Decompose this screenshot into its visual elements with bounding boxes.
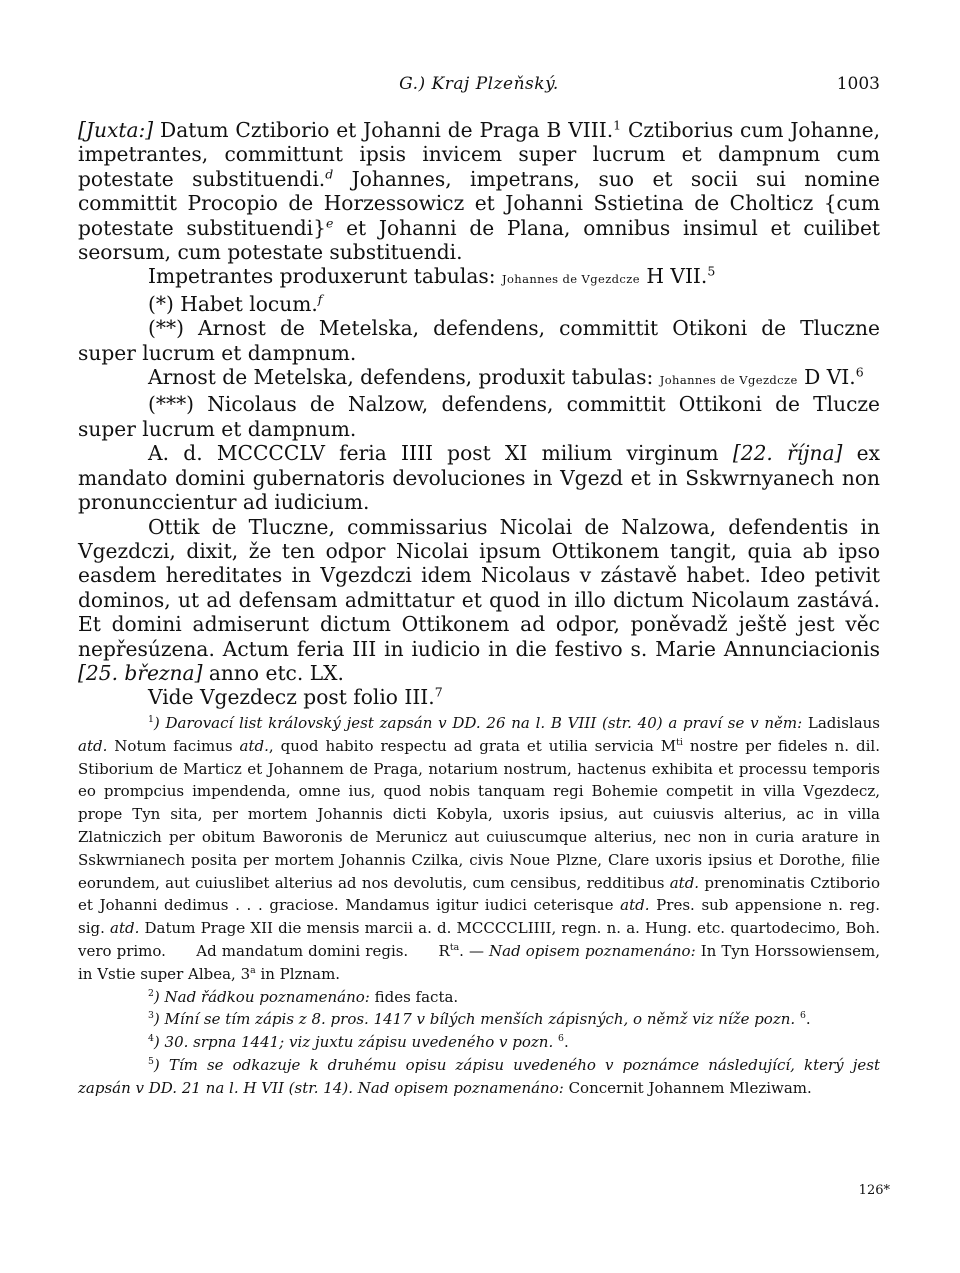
text-span: ) 30. srpna 1441; viz juxtu zápisu uvedeného v pozn. (153, 1033, 559, 1052)
footnote-4 (78, 1031, 880, 1054)
printer-signature: 126* (858, 1183, 890, 1198)
text-span: A. d. MCCCCLV feria IIII post XI milium virginum (148, 441, 733, 466)
text-span: Arnost de Metelska, defendens, produxit tabulas: (148, 365, 660, 390)
text-span: Vide Vgezdecz post folio III. (148, 685, 435, 710)
text-span: . (805, 1010, 811, 1029)
paragraph-arnost-committit (78, 316, 880, 365)
paragraph-ottik (78, 515, 880, 686)
text-span: ) Míní se tím zápis z 8. pros. 1417 v bílých menších zápisných, o němž viz níže pozn. (153, 1010, 800, 1029)
text-span: . — (459, 941, 490, 960)
text-span: atd. (78, 736, 108, 755)
text-span: Datum Prage XII die mensis marcii a. d. MCCCCLIIII, regn. n. a. Hung. etc. quartodecimo, Boh. vero primo. Ad mandatum domini regis. R (78, 919, 885, 960)
running-title: G.) Kraj Plzeňský. (399, 74, 559, 94)
text-span: nostre per fideles n. dil. Stiborium de Marticz et Johannem de Praga, notarium nostrum, hactenus exhibita et processu temporis eo prompcius impendenda, omne ius, quod nobis tanquam regi Bohemie competit in villa Vgezdecz, prope Tyn sita, per mortem Johannis dicti Kobyla, uxoris ipsius, aut cuiusvis alterius, ac in villa Zlatniczich per obitum Baworonis de Merunicz aut cuiuscumque alterius, nec non in curia arature in Sskwrnianech posita per mortem Johannis Czilka, civis Noue Plzne, Clare uxoris ipsius et Dorothe, filie eorundem, aut cuiuslibet alterius ad nos devolutis, cum censibus, redditibus (78, 736, 880, 892)
footnote-5 (78, 1054, 880, 1100)
footnote-number: 1 (148, 714, 154, 725)
text-span: Ottik de Tluczne, commissarius Nicolai de Nalzowa, defendentis in Vgezdczi, dixit, že ten odpor Nicolai ipsum Ottikonem tangit, quia ab ipso easdem hereditates in Vgezdczi idem Nicolaus v zástavě habet. Ideo petivit dominos, ut ad defensam admittatur et quod in illo dictum Nicolaum zastává. Et domini admiserunt dictum Ottikonem ad odpor, poněvadž ještě jest věc nepřesúzena. Actum feria III in iudicio in die festivo s. Marie Annunciacionis (78, 514, 880, 661)
text-span: fides facta. (369, 987, 459, 1006)
text-span: atd. (110, 919, 140, 938)
editor-date: [25. března] (78, 660, 203, 685)
footnote-ref: e (325, 214, 334, 230)
paragraph-mccccclv (78, 441, 880, 514)
paragraph-nicolaus (78, 392, 880, 441)
paragraph-arnost-produxit (78, 365, 880, 392)
text-span: Impetrantes produxerunt tabulas: (148, 264, 502, 289)
footnote-number: 5 (148, 1055, 154, 1067)
footnotes (78, 712, 885, 1100)
text-span: ) Nad řádkou poznamenáno: (153, 987, 370, 1006)
footnote-ref: 5 (707, 263, 716, 279)
text-span: (***) Nicolaus de Nalzow, defendens, committit Ottikoni de Tlucze super lucrum et dampnum. (78, 392, 880, 441)
text-span: atd. (669, 873, 700, 892)
footnote-ref: 6 (799, 1010, 806, 1022)
footnote-ref: 1 (613, 117, 622, 133)
text-span: ) Tím se odkazuje k druhému opisu zápisu uvedeného v poznámce následující, který jest zapsán v DD. 21 na l. H VII (str. 14). Nad opisem poznamenáno: (78, 1055, 880, 1097)
paragraph-habet-locum (78, 292, 880, 316)
text-span: . (563, 1033, 569, 1052)
superscript: a (250, 964, 256, 976)
paragraph-vide (78, 685, 880, 709)
footnote-ref: 7 (434, 684, 443, 700)
text-span: (*) Habet locum. (148, 291, 318, 316)
text-span: , quod habito respectu ad grata et utilia servicia M (268, 736, 677, 755)
text-span: Pres. sub appensione n. reg. sig. (78, 896, 880, 938)
footnote-ref: 6 (855, 364, 864, 380)
footnote-ref: f (317, 291, 323, 307)
text-span: Notum facimus (107, 736, 240, 755)
footnote-number: 3 (148, 1010, 154, 1022)
text-span: anno etc. LX. (202, 660, 344, 685)
footnote-ref: d (325, 166, 334, 182)
text-span: ex mandato domini gubernatoris devoluciones in Vgezd et in Sskwrnyanech non pronunccientur ad iudicium. (78, 441, 880, 515)
text-span: In Tyn Horssowiensem, in Vstie super Albea, 3 (78, 941, 880, 983)
page-header (78, 74, 880, 104)
footnote-2 (78, 986, 880, 1009)
text-span: atd. (620, 896, 650, 915)
text-span: prenominatis Cztiborio et Johanni dedimus . . . graciose. Mandamus igitur iudici ceterisque (78, 873, 880, 915)
text-span: D VI. (797, 365, 856, 390)
footnote-1 (78, 712, 885, 986)
superscript: ta (449, 941, 460, 953)
text-span: et Johanni de Plana, omnibus insimul et cuilibet seorsum, cum potestate substituendi. (78, 215, 881, 265)
text-span: Concernit Johannem Mleziwam. (563, 1078, 812, 1097)
superscript: ti (676, 736, 683, 748)
text-span: Datum Cztiborio et Johanni de Praga B VIII. (153, 118, 614, 142)
text-span: H VII. (639, 264, 708, 289)
paragraph-impetrantes (78, 264, 880, 291)
text-span: Nad opisem poznamenáno: (489, 941, 696, 960)
text-span: (**) Arnost de Metelska, defendens, committit Otikoni de Tluczne super lucrum et dampnum. (78, 316, 880, 365)
text-span: Ladislaus (802, 714, 880, 732)
small-caps-name: Johannes de Vgezdcze (501, 272, 640, 287)
main-text (78, 118, 880, 710)
text-span: Johannes, impetrans, suo et socii sui nomine committit Procopio de Horzessowicz et Johanni Sstietina de Cholticz {cum potestate substituendi} (78, 166, 880, 240)
editor-date: [22. října] (732, 441, 843, 466)
editor-note-juxta: [Juxta:] (78, 118, 154, 142)
page-number: 1003 (836, 74, 880, 94)
text-span: atd. (239, 736, 269, 755)
text-span: ) Darovací list královský jest zapsán v DD. 26 na l. B VIII (str. 40) a praví se v něm: (153, 714, 803, 732)
text-span: Cztiborius cum Johanne, impetrantes, committunt ipsis invicem super lucrum et dampnum cum potestate substituendi. (78, 118, 880, 191)
small-caps-name: Johannes de Vgezdcze (659, 373, 798, 388)
paragraph-datum (78, 118, 880, 264)
text-span: in Plznam. (255, 964, 341, 983)
footnote-ref: 6 (558, 1033, 564, 1045)
footnote-number: 4 (148, 1033, 154, 1045)
footnote-3 (78, 1008, 880, 1031)
footnote-number: 2 (148, 987, 154, 999)
